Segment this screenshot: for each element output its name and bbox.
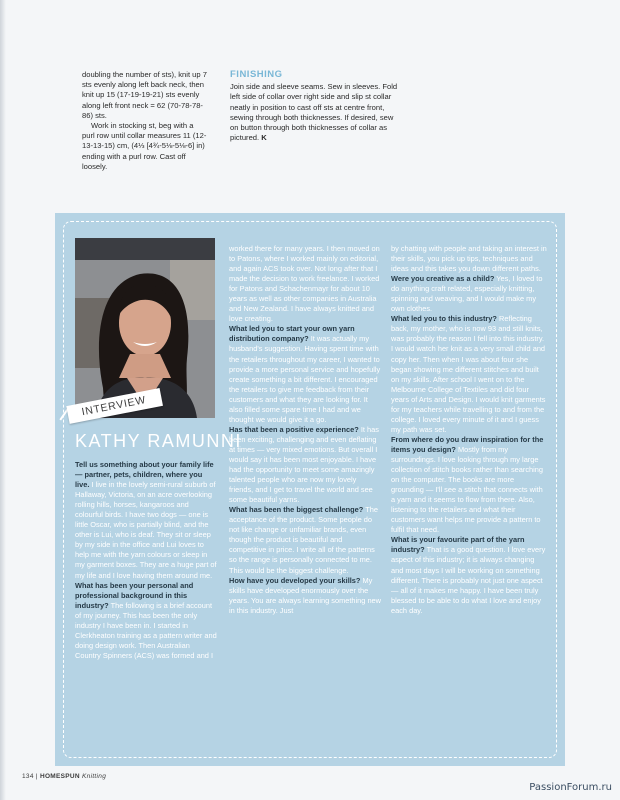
interview-answer: by chatting with people and taking an interest in their skills, you pick up tips, techniques and ideas and this takes you down different paths. (391, 244, 547, 274)
interview-column-3 (391, 244, 547, 616)
interview-paragraph (75, 581, 217, 661)
interview-answer: The acceptance of the product. Some people do not like change or unfamiliar brands, even though the product is beautiful and competitive in price. I write all of the patterns so the range is personally connected to me. This would be the biggest challenge. (229, 505, 378, 575)
pattern-paragraph: doubling the number of sts), knit up 7 sts evenly along left back neck, then knit up 15 (17-19-19-21) sts evenly along left front neck = 62 (70-78-78-86) sts. (82, 70, 207, 120)
interview-question: What is your favourite part of the yarn industry? (391, 535, 525, 555)
section-name: Knitting (82, 773, 107, 780)
interview-paragraph (229, 505, 381, 575)
interview-paragraph (229, 244, 381, 324)
interview-question: Has that been a positive experience? (229, 424, 359, 434)
finishing-text: Join side and sleeve seams. Sew in sleeves. Fold left side of collar over right side and slip st collar neatly in position to cast off sts at centre front, sewing through both thicknesses. If desired, sew on button through both thicknesses of collar as pictured. (230, 82, 398, 143)
interview-question: What led you to this industry? (391, 314, 497, 324)
interview-question: What has been the biggest challenge? (229, 505, 364, 515)
interview-answer: The following is a brief account of my journey. This has been the only industry I have been in. I started in Clerkheaton training as a pattern writer and doing design work. Then Australian Country Spinners (ACS) was formed and I (75, 600, 217, 660)
interview-question: How have you developed your skills? (229, 575, 361, 585)
pattern-instructions-column (82, 70, 208, 172)
interview-answer: Mostly from my surroundings. I love looking through my large collection of stitch books rather than searching on the computer. The books are more grounding — I'll see a stitch that connects with a yarn and it seems to flow from there. Also, listening to the retailers and what their customers want helps me provide a pattern to fulfil that need. (391, 444, 544, 535)
interview-answer: It was actually my husband's suggestion. Having spent time with the retailers throughout my career, I wanted to provide a more personal service and hopefully create something a bit different. I encouraged the retailers to give me feedback from their customers and what they are looking for. It also filled some spare time I had and we thought we would give it a go. (229, 334, 381, 424)
interview-question: Were you creative as a child? (391, 274, 495, 284)
interview-column-2 (229, 244, 381, 616)
interview-paragraph (391, 244, 547, 274)
interview-paragraph (229, 425, 381, 505)
publication-name: HOMESPUN (39, 773, 80, 780)
interview-column-1 (75, 460, 217, 661)
finishing-heading: FINISHING (230, 69, 283, 80)
pattern-paragraph: Work in stocking st, beg with a purl row until collar measures 11 (12-13-13-15) cm, (4⅓ [4¾-5⅛-5⅛-6] in) ending with a purl row. Cast off loosely. (82, 121, 207, 171)
interview-answer: worked there for many years. I then moved on to Patons, where I worked mainly on editorial, and again ACS took over. Not long after that I made the decision to work freelance. I worked for Patons and Schachenmayr for about 10 years as well as other companies in Australia and New Zealand. I have always knitted and love creating. (229, 244, 380, 324)
interview-paragraph (391, 274, 547, 314)
interview-paragraph (391, 314, 547, 435)
interview-answer: Yes, I loved to do anything craft related, especially knitting, spinning and weaving, and I would make my own clothes. (391, 274, 543, 314)
end-mark: K (261, 133, 267, 143)
page-footer: 134 | HOMESPUN Knitting (22, 773, 107, 780)
page-number: 134 (22, 773, 34, 780)
interview-answer: Reflecting back, my mother, who is now 93 and still knits, was probably the reason I fell into this industry. I would watch her knit as a very small child and copy her. Then when I was about four she began showing me different stitches and built on my skills. After school I went on to the Melbourne College of Textiles and did four years of Arts and Design. I would knit garments for my teachers while travelling to and from the college. I loved every minute of it and I guess my path was set. (391, 314, 546, 434)
interviewee-name: KATHY RAMUNNI (75, 431, 242, 451)
interview-question: What has been your personal and professional background in this industry? (75, 580, 194, 610)
interview-paragraph (229, 576, 381, 616)
interview-question: What led you to start your own yarn distribution company? (229, 324, 355, 344)
page-spine-shadow (0, 0, 6, 800)
interview-answer: It has been exciting, challenging and even deflating at times — very mixed emotions. But overall I would say it has been most enjoyable. I have had the opportunity to meet some amazingly talented people who are now my lovely friends, and I get to travel the world and see some beautiful yarns. (229, 424, 379, 505)
interview-answer: That is a good question. I love every aspect of this industry; it is always changing and most days I will be working on something different. There is probably not just one aspect — all of it makes me happy. I have been truly blessed to be able to do what I love and enjoy each day. (391, 545, 546, 615)
watermark: PassionForum.ru (529, 782, 612, 793)
interview-tag-label: INTERVIEW (80, 393, 148, 419)
interview-question: From where do you draw inspiration for the items you design? (391, 434, 544, 454)
interview-answer: I live in the lovely semi-rural suburb of Hallaway, Victoria, on an acre overlooking rolling hills, horses, kangaroos and colourful birds. I have two dogs — one is little Oscar, who is partially blind, and the other is Lui, who is deaf. They sit or sleep by my side in the office and Lui loves to help me with the yarn colours or sleep in my garment boxes. They are a huge part of my life and I love having them around me. (75, 480, 217, 580)
interview-paragraph (75, 460, 217, 581)
interview-panel (55, 213, 565, 766)
interview-paragraph (391, 535, 547, 615)
interview-paragraph (391, 435, 547, 535)
finishing-column (230, 70, 400, 143)
interview-paragraph (229, 324, 381, 424)
interview-question: Tell us something about your family life — partner, pets, children, where you live. (75, 460, 214, 490)
interview-answer: My skills have developed enormously over the years. You are always learning something new in this industry. Just (229, 575, 382, 615)
finishing-paragraph (230, 82, 400, 143)
